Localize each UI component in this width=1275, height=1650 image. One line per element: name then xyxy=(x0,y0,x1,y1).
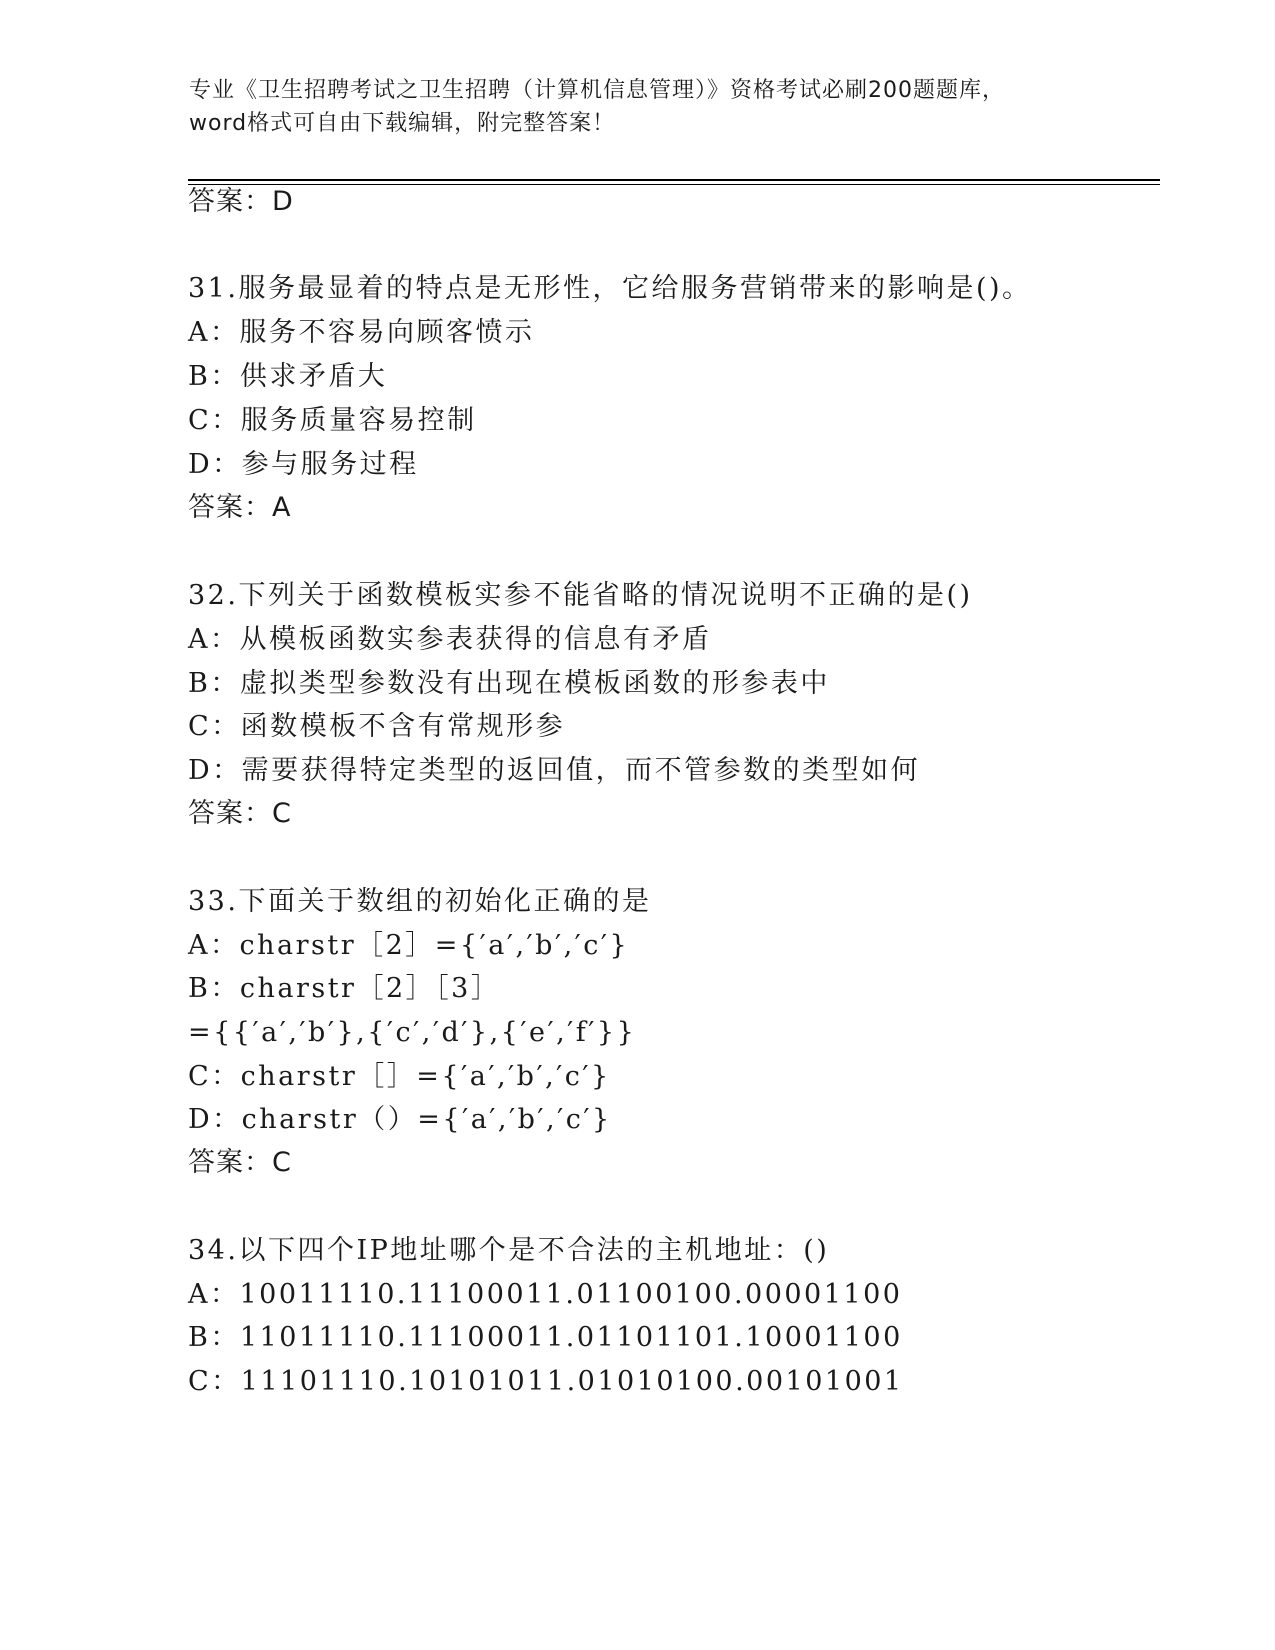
question-31-option-b: B：供求矛盾大 xyxy=(188,361,388,392)
question-31-option-d: D：参与服务过程 xyxy=(188,449,419,480)
question-34-stem: 34.以下四个IP地址哪个是不合法的主机地址：() xyxy=(188,1235,830,1266)
question-32-option-a: A：从模板函数实参表获得的信息有矛盾 xyxy=(188,624,712,655)
header-title-line-1: 专业《卫生招聘考试之卫生招聘（计算机信息管理）》资格考试必刷200题题库， xyxy=(189,78,1005,103)
question-31-option-c: C：服务质量容易控制 xyxy=(188,405,477,436)
question-34-option-c: C：11101110.10101011.01010100.00101001 xyxy=(188,1366,904,1397)
header-title-line-2: word格式可自由下载编辑，附完整答案！ xyxy=(189,111,616,136)
question-34-option-b: B：11011110.11100011.01101101.10001100 xyxy=(188,1322,903,1353)
question-33-option-c: C：charstr［］={′a′,′b′,′c′} xyxy=(188,1061,611,1092)
document-header xyxy=(189,74,1089,140)
question-32-option-b: B：虚拟类型参数没有出现在模板函数的形参表中 xyxy=(188,668,830,699)
question-32-option-c: C：函数模板不含有常规形参 xyxy=(188,711,566,742)
question-31-option-a: A：服务不容易向顾客愤示 xyxy=(188,317,535,348)
header-divider-thick xyxy=(188,179,1160,181)
question-33-option-a: A：charstr［2］={′a′,′b′,′c′} xyxy=(188,930,630,961)
question-34-option-a: A：10011110.11100011.01100100.00001100 xyxy=(188,1279,903,1310)
answer-previous: 答案：D xyxy=(188,186,294,217)
question-32-answer: 答案：C xyxy=(188,798,292,829)
question-31-stem: 31.服务最显着的特点是无形性，它给服务营销带来的影响是()。 xyxy=(188,273,1032,304)
question-33-option-b-line-2: ={{′a′,′b′},{′c′,′d′},{′e′,′f′}} xyxy=(188,1017,637,1048)
question-32-stem: 32.下列关于函数模板实参不能省略的情况说明不正确的是() xyxy=(188,580,973,611)
question-33-stem: 33.下面关于数组的初始化正确的是 xyxy=(188,886,652,917)
question-33-answer: 答案：C xyxy=(188,1147,292,1178)
question-32-option-d: D：需要获得特定类型的返回值，而不管参数的类型如何 xyxy=(188,755,921,786)
question-33-option-d: D：charstr（）={′a′,′b′,′c′} xyxy=(188,1104,612,1135)
header-divider-thin xyxy=(188,184,1160,185)
question-33-option-b-line-1: B：charstr［2］［3］ xyxy=(188,973,501,1004)
question-31-answer: 答案：A xyxy=(188,492,292,523)
